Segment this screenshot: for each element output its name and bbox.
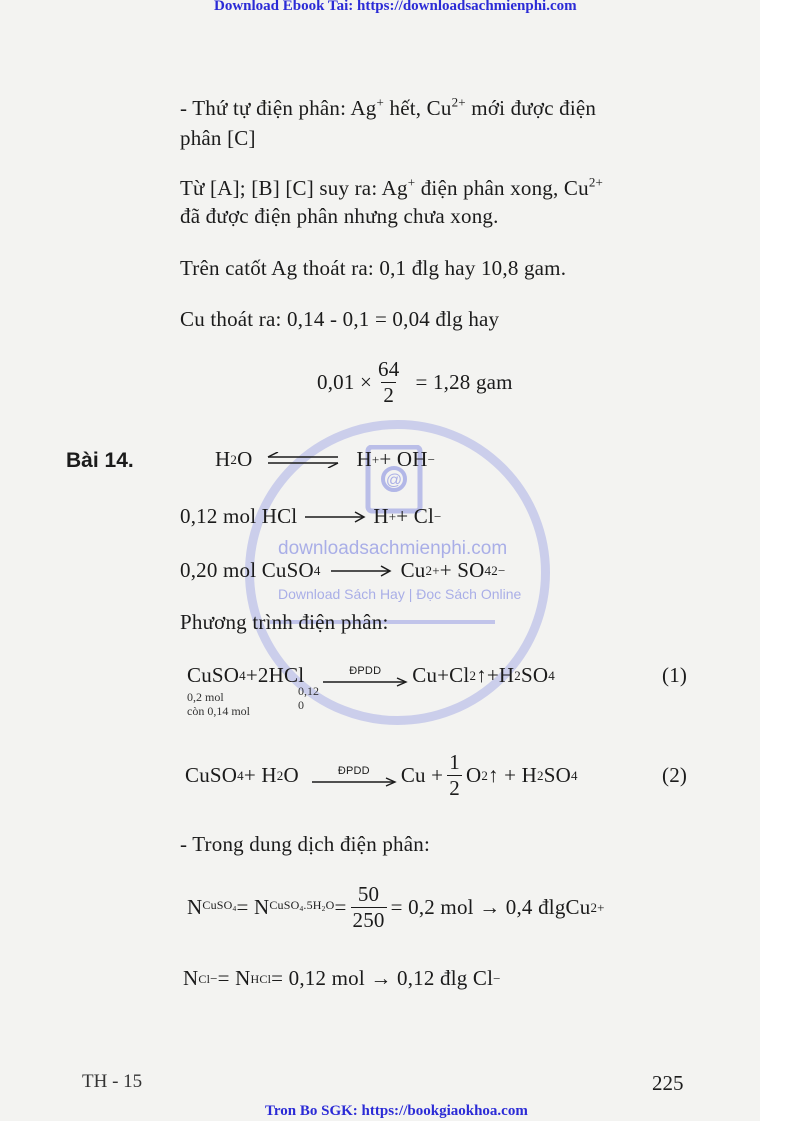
reaction-note: còn 0,14 mol <box>187 704 250 718</box>
arrow-right-icon <box>322 677 408 687</box>
page-number: 225 <box>652 1071 684 1095</box>
arrow-right-icon <box>303 511 367 523</box>
watermark-tagline: Download Sách Hay | Đọc Sách Online <box>278 586 522 602</box>
text-line: Từ [A]; [B] [C] suy ra: Ag+ điện phân xong, $Cu^{2+}$ <box>180 174 604 200</box>
arrow-right-icon <box>329 565 393 577</box>
reaction-2: CuSO 4 + H 2 O ĐPDD Cu + $\frac{1}{2}$ O 2 ↑ + H 2 SO 4 <box>185 750 578 800</box>
svg-text:@: @ <box>385 472 403 489</box>
eq-hcl: 0,12 mol HCl H + + Cl − <box>180 504 442 528</box>
calc-expression: 0,01 × $\frac{64}{2}$ = 1,28 gam <box>317 357 513 407</box>
reaction-number: (1) <box>662 663 688 687</box>
watermark-site: downloadsachmienphi.com <box>278 538 508 559</box>
reaction-note: 0,12 <box>298 684 319 698</box>
reaction-number: (2) <box>662 763 688 787</box>
text-line: đã được điện phân nhưng chưa xong. <box>180 204 499 228</box>
text-line: Cu thoát ra: 0,14 - 0,1 = 0,04 đlg hay <box>180 307 500 331</box>
equilibrium-arrow-icon <box>266 452 342 468</box>
page-edge <box>760 0 793 1121</box>
eq-cuso4: 0,20 mol CuSO 4 Cu 2+ + SO 4 2− <box>180 558 506 582</box>
bookgiaokhoa-link[interactable]: Tron Bo SGK: https://bookgiaokhoa.com <box>265 1103 528 1119</box>
text-line: Trên catốt Ag thoát ra: 0,1 đlg hay 10,8 gam. <box>180 256 567 280</box>
mole-calc-cuso4: N CuSO$_4$ = N $CuSO_4.5H_2O$ = $\frac{50}{250}$ = 0,2 mol → 0,4 đlgCu 2+ <box>187 882 605 932</box>
reaction-note: 0,2 mol <box>187 690 224 704</box>
arrow-right-icon <box>311 777 397 787</box>
exercise-title: Bài 14. <box>66 449 134 472</box>
page-tag: TH - 15 <box>82 1071 143 1092</box>
text-line: phân [C] <box>180 126 256 150</box>
eq-water: H 2 O H + + OH − <box>215 447 436 471</box>
reaction-note: 0 <box>298 698 304 712</box>
section-heading: - Trong dung dịch điện phân: <box>180 832 431 856</box>
text-line: - Thứ tự điện phân: Ag+ hết, $Cu^{2+}$ mới được điện <box>180 94 597 120</box>
download-ebook-link[interactable]: Download Ebook Tai: https://downloadsachmienphi.com <box>214 0 577 14</box>
reaction-1: CuSO 4 +2HCl ĐPDD Cu+Cl 2 ↑+H 2 SO 4 <box>187 663 555 687</box>
mole-calc-cl: N Cl − = N HCl = 0,12 mol → 0,12 đlg Cl − <box>183 966 501 990</box>
section-heading: Phương trình điện phân: <box>180 610 389 634</box>
